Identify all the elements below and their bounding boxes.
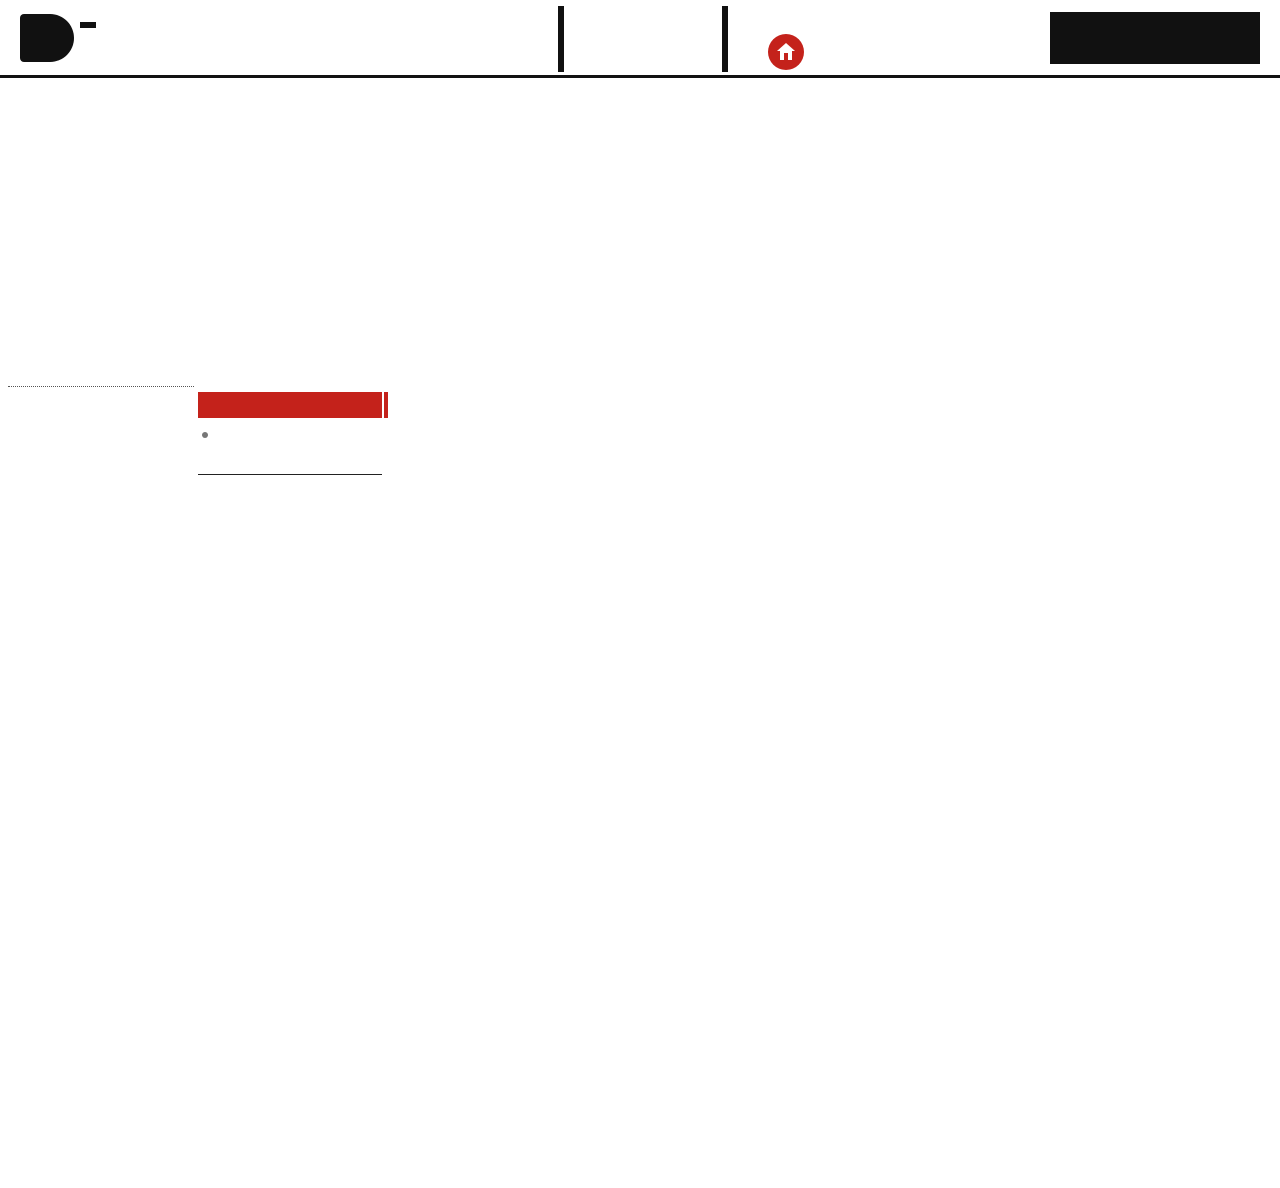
article-column-3: [398, 384, 582, 1022]
story-byline: [8, 384, 194, 387]
box-divider: [198, 474, 382, 475]
article-column-4: [598, 384, 782, 1022]
highlight-box-label: [198, 392, 382, 418]
page-number: [20, 14, 74, 62]
city-label: [80, 22, 96, 28]
article-column-2: [198, 478, 382, 1022]
newspaper-logo: [1050, 12, 1260, 64]
article-column-1: [8, 410, 192, 1022]
masthead: [0, 0, 1280, 78]
section-title: [558, 6, 728, 72]
home-icon: [768, 34, 804, 70]
